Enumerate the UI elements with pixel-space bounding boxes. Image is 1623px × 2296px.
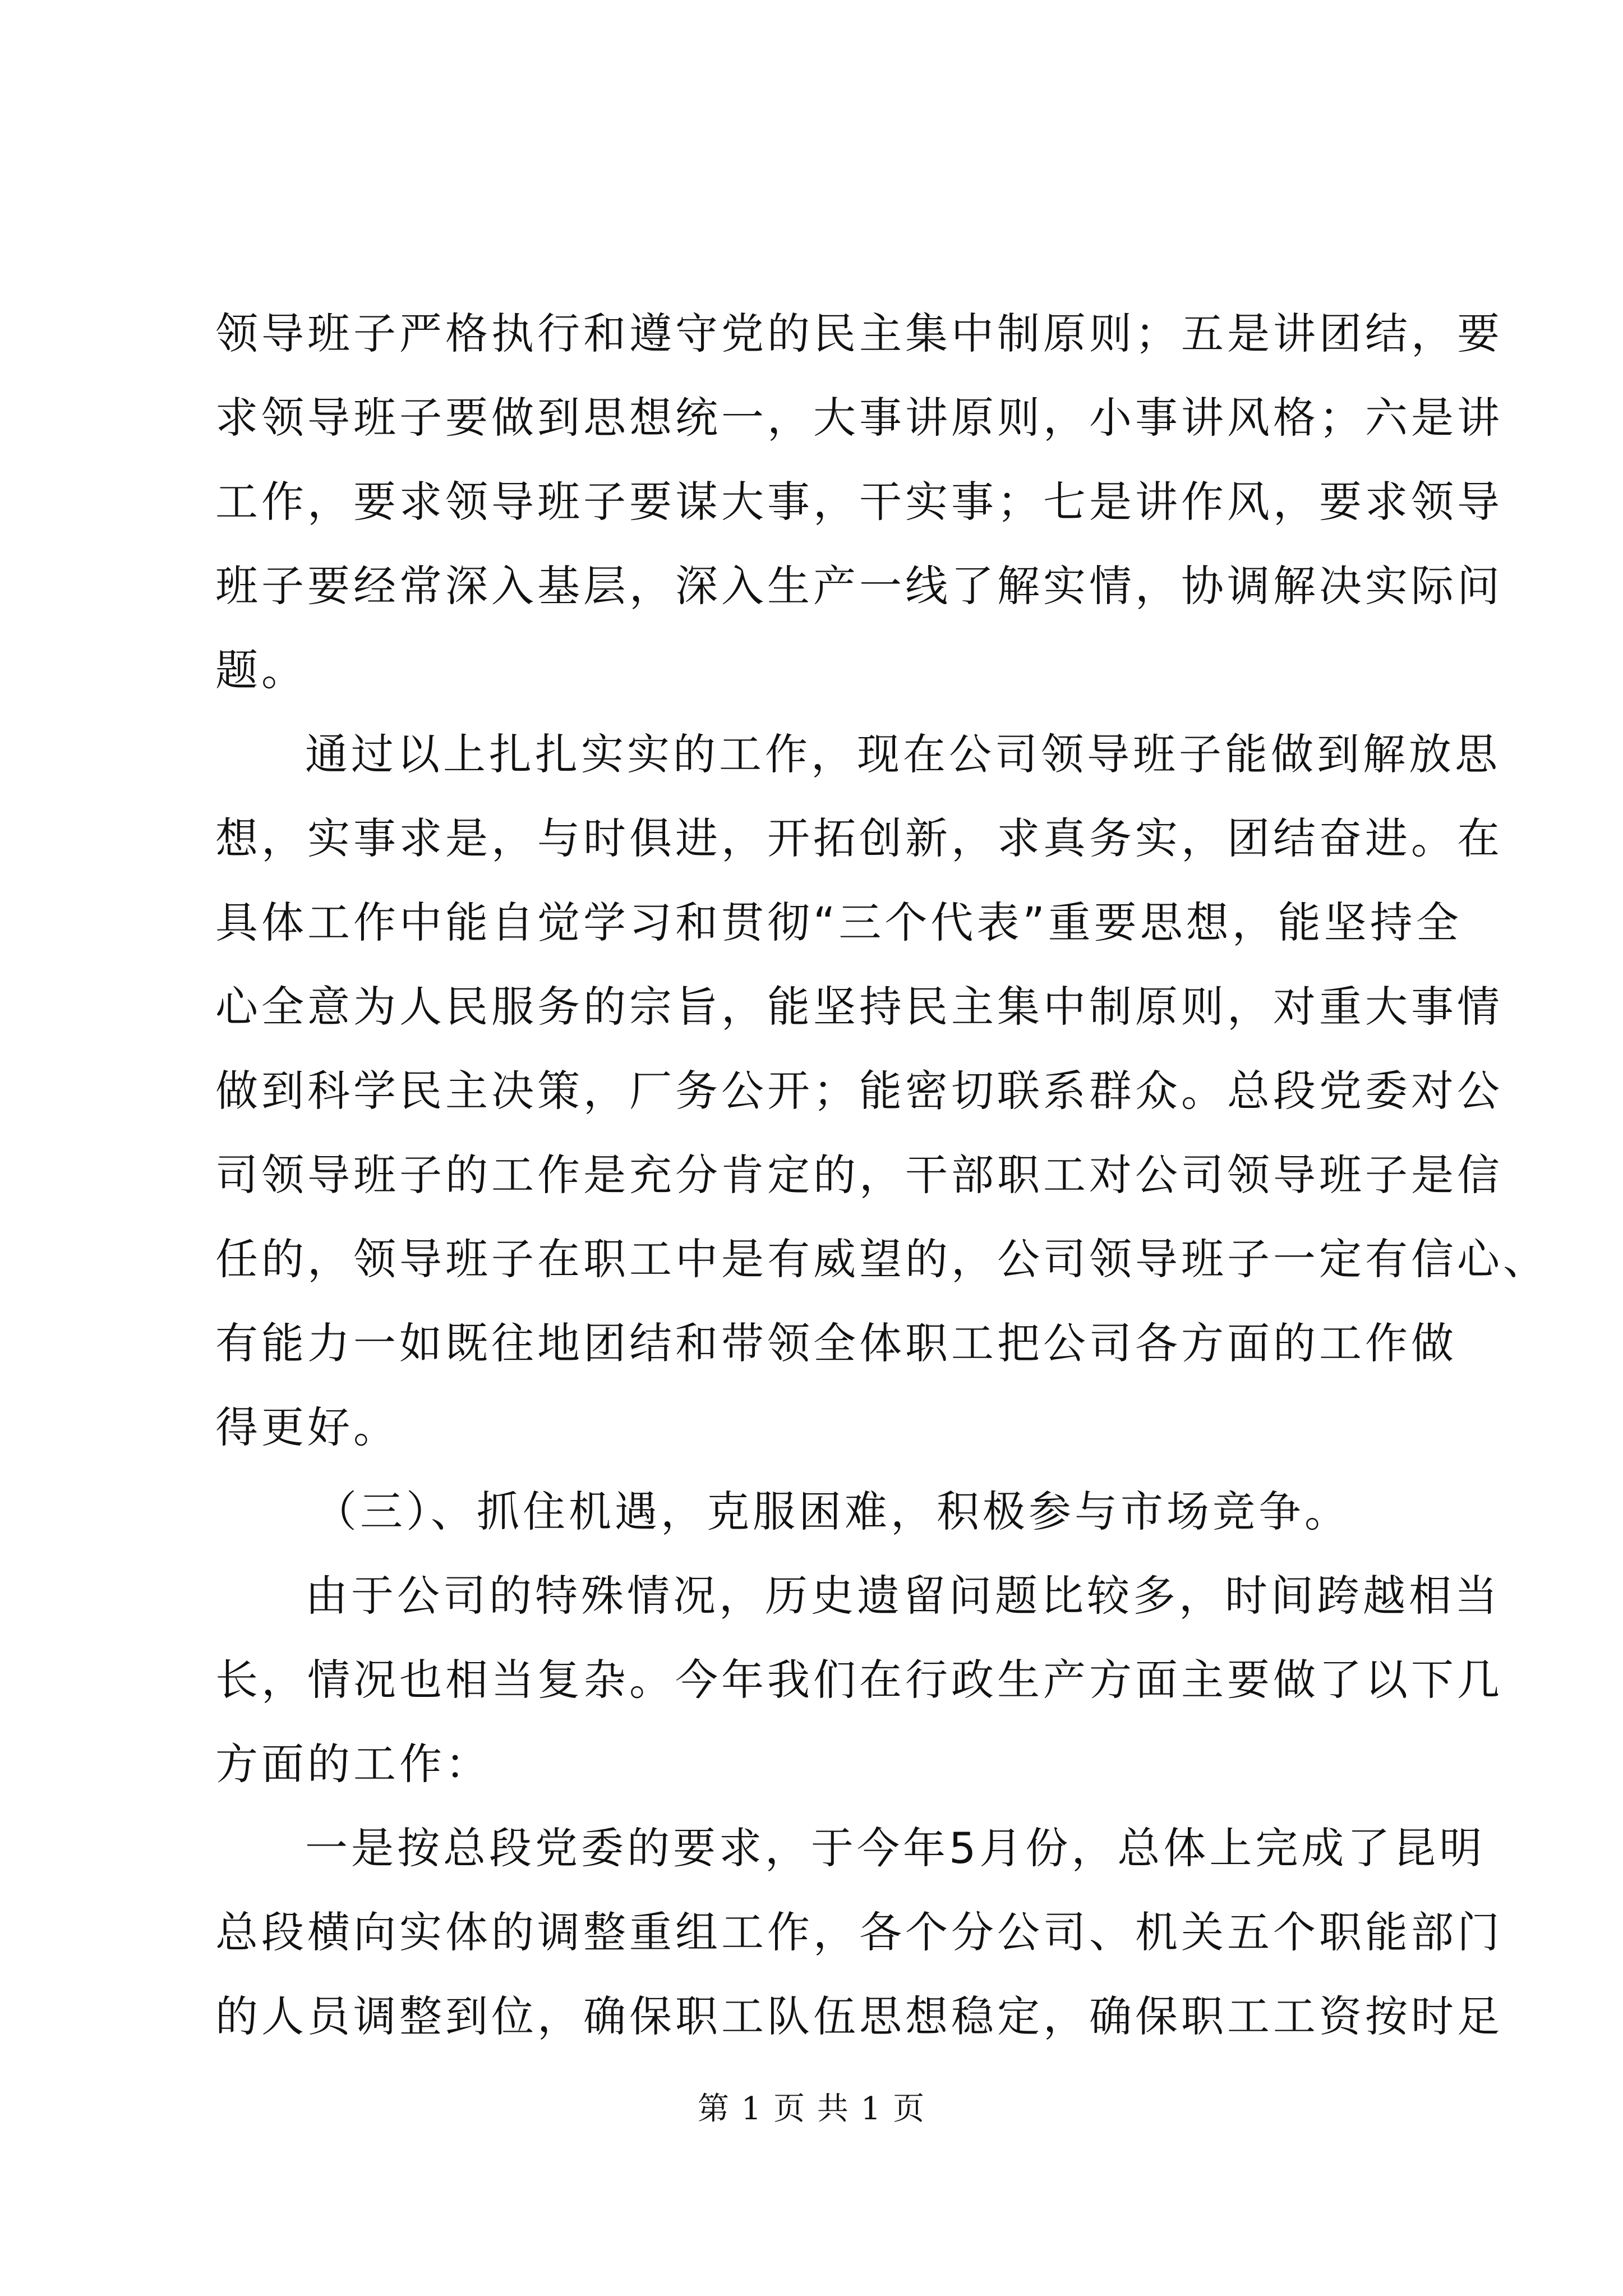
text-line: 方面的工作： bbox=[215, 1739, 491, 1789]
text-line: 总段横向实体的调整重组工作，各个分公司、机关五个职能部门 bbox=[215, 1907, 1503, 1957]
paragraph-first-line: 通过以上扎扎实实的工作，现在公司领导班子能做到解放思 bbox=[305, 729, 1501, 779]
text-line: 做到科学民主决策，厂务公开；能密切联系群众。总段党委对公 bbox=[215, 1066, 1503, 1116]
text-line: 心全意为人民服务的宗旨，能坚持民主集中制原则，对重大事情 bbox=[215, 982, 1503, 1032]
paragraph-first-line: 由于公司的特殊情况，历史遗留问题比较多，时间跨越相当 bbox=[305, 1571, 1501, 1621]
text-line: 得更好。 bbox=[215, 1402, 399, 1452]
paragraph-first-line: 一是按总段党委的要求，于今年5月份，总体上完成了昆明 bbox=[305, 1823, 1486, 1873]
text-line: 求领导班子要做到思想统一，大事讲原则，小事讲风格；六是讲 bbox=[215, 393, 1503, 443]
section-heading: （三）、抓住机遇，克服困难，积极参与市场竞争。 bbox=[314, 1487, 1350, 1536]
text-line: 具体工作中能自觉学习和贯彻“三个代表”重要思想，能坚持全 bbox=[215, 898, 1462, 947]
text-line: 司领导班子的工作是充分肯定的，干部职工对公司领导班子是信 bbox=[215, 1150, 1503, 1200]
text-line: 有能力一如既往地团结和带领全体职工把公司各方面的工作做 bbox=[215, 1318, 1457, 1368]
text-line: 班子要经常深入基层，深入生产一线了解实情，协调解决实际问 bbox=[215, 561, 1503, 611]
text-line: 想，实事求是，与时俱进，开拓创新，求真务实，团结奋进。在 bbox=[215, 813, 1503, 863]
text-line: 任的，领导班子在职工中是有威望的，公司领导班子一定有信心、 bbox=[215, 1234, 1549, 1284]
text-line: 领导班子严格执行和遵守党的民主集中制原则；五是讲团结，要 bbox=[215, 309, 1503, 358]
text-line: 题。 bbox=[215, 645, 307, 695]
text-line: 工作，要求领导班子要谋大事，干实事；七是讲作风，要求领导 bbox=[215, 477, 1503, 527]
page-number-footer: 第 1 页 共 1 页 bbox=[697, 2091, 926, 2127]
text-line: 的人员调整到位，确保职工队伍思想稳定，确保职工工资按时足 bbox=[215, 1991, 1503, 2041]
text-line: 长，情况也相当复杂。今年我们在行政生产方面主要做了以下几 bbox=[215, 1655, 1503, 1705]
